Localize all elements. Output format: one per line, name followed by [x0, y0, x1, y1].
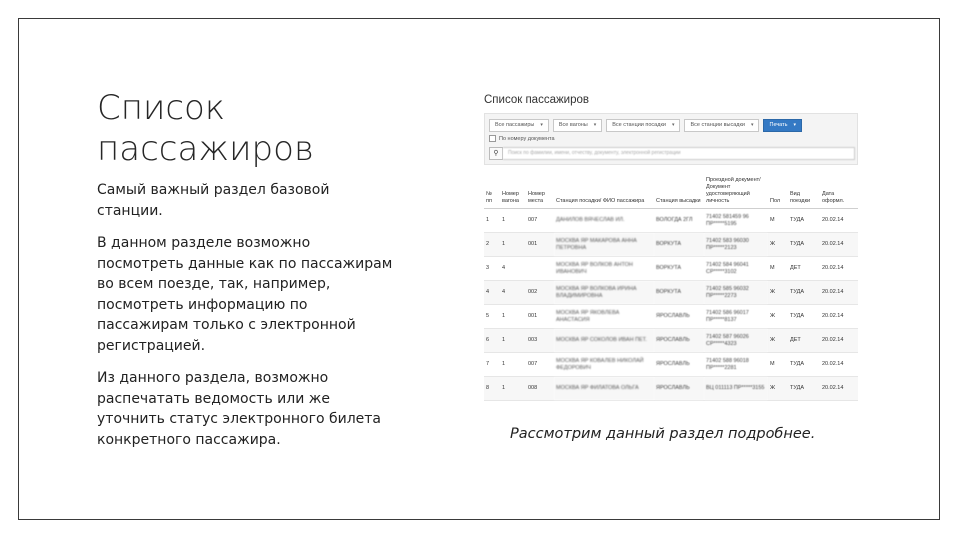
caret-down-icon: ▾	[750, 122, 754, 128]
table-cell: 4	[484, 281, 500, 305]
table-cell: МОСКВА ЯР КОВАЛЕВ НИКОЛАЙ ФЕДОРОВИЧ	[554, 353, 654, 377]
table-cell: 002	[526, 281, 554, 305]
filter-row	[489, 119, 802, 132]
table-cell: ТУДА	[788, 233, 820, 257]
slide-caption: Рассмотрим данный раздел подробнее.	[510, 426, 816, 442]
table-cell: 5	[484, 305, 500, 329]
column-header[interactable]: Вид поездки	[788, 176, 820, 209]
table-row[interactable]	[484, 257, 858, 281]
table-cell: ДАНИЛОВ ВЯЧЕСЛАВ ИЛ.	[554, 209, 654, 233]
table-cell: 001	[526, 233, 554, 257]
table-cell: ВОЛОГДА 2ГЛ	[654, 209, 704, 233]
table-cell: 71402 587 96026 СР*****4323	[704, 329, 768, 353]
table-cell: 20.02.14	[820, 233, 858, 257]
table-cell: Ж	[768, 305, 788, 329]
table-cell: 20.02.14	[820, 281, 858, 305]
table-header-row	[484, 176, 858, 209]
dropdown-label: Все станции посадки	[612, 122, 666, 128]
column-header[interactable]: Дата оформл.	[820, 176, 858, 209]
table-cell: 1	[500, 377, 526, 401]
table-cell: МОСКВА ЯР СОКОЛОВ ИВАН ПЕТ.	[554, 329, 654, 353]
paragraph: Из данного раздела, возможно распечатать ведомость или же уточнить статус электронного билета конкретного пассажира.	[97, 370, 381, 448]
column-header[interactable]: Номер вагона	[500, 176, 526, 209]
table-cell: 007	[526, 209, 554, 233]
column-header[interactable]: Номер места	[526, 176, 554, 209]
table-cell: ТУДА	[788, 281, 820, 305]
table-cell: Ж	[768, 329, 788, 353]
search-input[interactable]: Поиск по фамилии, имени, отчеству, документу, электронной регистрации	[503, 147, 855, 160]
table-cell: МОСКВА ЯР ВОЛКОВА ИРИНА ВЛАДИМИРОВНА	[554, 281, 654, 305]
table-cell: 1	[500, 329, 526, 353]
checkbox[interactable]	[489, 135, 496, 142]
document-number-checkbox-row[interactable]	[489, 135, 555, 142]
caret-down-icon: ▾	[540, 122, 543, 128]
column-header[interactable]: Пол	[768, 176, 788, 209]
filter-wagons-dropdown[interactable]	[553, 119, 602, 132]
table-cell: ВОРКУТА	[654, 257, 704, 281]
table-cell: М	[768, 257, 788, 281]
table-cell: МОСКВА ЯР ФИЛАТОВА ОЛЬГА	[554, 377, 654, 401]
table-cell: ТУДА	[788, 377, 820, 401]
caret-down-icon: ▾	[793, 122, 797, 128]
table-cell: МОСКВА ЯР ВОЛКОВ АНТОН ИВАНОВИЧ	[554, 257, 654, 281]
table-cell: М	[768, 353, 788, 377]
table-cell: 20.02.14	[820, 209, 858, 233]
column-header[interactable]: № пп	[484, 176, 500, 209]
column-header[interactable]: Станция высадки	[654, 176, 704, 209]
table-cell: 007	[526, 353, 554, 377]
dropdown-label: Все вагоны	[558, 122, 588, 128]
table-cell: 8	[484, 377, 500, 401]
table-cell: Ж	[768, 377, 788, 401]
table-cell: 7	[484, 353, 500, 377]
table-cell: ДЕТ	[788, 257, 820, 281]
table-cell: 1	[500, 305, 526, 329]
filter-boarding-station-dropdown[interactable]	[606, 119, 680, 132]
filter-exit-station-dropdown[interactable]	[684, 119, 759, 132]
table-cell: ТУДА	[788, 209, 820, 233]
table-cell: 20.02.14	[820, 377, 858, 401]
print-label: Печать	[769, 122, 788, 128]
table-cell: МОСКВА ЯР ЯКОВЛЕВА АНАСТАСИЯ	[554, 305, 654, 329]
paragraph: Самый важный раздел базовой станции.	[97, 182, 330, 219]
table-cell: ЯРОСЛАВЛЬ	[654, 353, 704, 377]
table-cell: 1	[500, 353, 526, 377]
slide-title: Список пассажиров	[97, 88, 314, 169]
table-cell: 71402 583 96030 ПР*****2123	[704, 233, 768, 257]
table-cell: 008	[526, 377, 554, 401]
table-row[interactable]	[484, 305, 858, 329]
table-cell: ЯРОСЛАВЛЬ	[654, 377, 704, 401]
caret-down-icon: ▾	[671, 122, 675, 128]
table-row[interactable]	[484, 233, 858, 257]
search-bar	[489, 147, 855, 160]
table-cell: 71402 581459 96 ПР*****5195	[704, 209, 768, 233]
table-cell: 71402 588 96018 ПР*****2281	[704, 353, 768, 377]
table-row[interactable]	[484, 353, 858, 377]
table-cell: ТУДА	[788, 305, 820, 329]
table-cell: 4	[500, 281, 526, 305]
table-row[interactable]	[484, 281, 858, 305]
table-cell: 6	[484, 329, 500, 353]
table-cell: 4	[500, 257, 526, 281]
column-header[interactable]: Проездной документ/ Документ удостоверяющий личность	[704, 176, 768, 209]
table-cell: 71402 585 96032 ПР*****2273	[704, 281, 768, 305]
table-cell: 20.02.14	[820, 329, 858, 353]
table-row[interactable]	[484, 209, 858, 233]
slide-body	[97, 180, 397, 462]
checkbox-label: По номеру документа	[499, 135, 555, 142]
table-cell	[526, 257, 554, 281]
table-cell: ДЕТ	[788, 329, 820, 353]
table-cell: ЯРОСЛАВЛЬ	[654, 305, 704, 329]
table-row[interactable]	[484, 329, 858, 353]
table-row[interactable]	[484, 377, 858, 401]
table-cell: ЯРОСЛАВЛЬ	[654, 329, 704, 353]
table-cell: 20.02.14	[820, 353, 858, 377]
print-button[interactable]	[763, 119, 802, 132]
table-cell: 2	[484, 233, 500, 257]
filter-passengers-dropdown[interactable]	[489, 119, 549, 132]
table-cell: ТУДА	[788, 353, 820, 377]
table-cell: 3	[484, 257, 500, 281]
table-cell: МОСКВА ЯР МАКАРОВА АННА ПЕТРОВНА	[554, 233, 654, 257]
table-cell: 1	[500, 233, 526, 257]
table-cell: Ж	[768, 281, 788, 305]
table-cell: М	[768, 209, 788, 233]
table-cell: ВЦ 011113 ПР*****3155	[704, 377, 768, 401]
passenger-list-screenshot	[480, 90, 862, 402]
filter-panel	[484, 113, 858, 165]
table-cell: Ж	[768, 233, 788, 257]
table-cell: 20.02.14	[820, 257, 858, 281]
paragraph: В данном разделе возможно посмотреть данные как по пассажирам во всем поезде, так, например, посмотреть информацию по пассажирам только с электронной регистрацией.	[97, 235, 393, 354]
dropdown-label: Все станции высадки	[690, 122, 745, 128]
table-cell: 71402 584 96041 СР*****3102	[704, 257, 768, 281]
table-cell: ВОРКУТА	[654, 281, 704, 305]
table-cell: 71402 586 96017 ПР*****8137	[704, 305, 768, 329]
table-cell: 20.02.14	[820, 305, 858, 329]
table-cell: ВОРКУТА	[654, 233, 704, 257]
table-cell: 1	[484, 209, 500, 233]
caret-down-icon: ▾	[593, 122, 597, 128]
passenger-table	[484, 176, 858, 401]
table-cell: 003	[526, 329, 554, 353]
table-cell: 1	[500, 209, 526, 233]
table-cell: 001	[526, 305, 554, 329]
dropdown-label: Все пассажиры	[495, 122, 535, 128]
search-icon[interactable]: ⚲	[489, 147, 503, 160]
screenshot-title: Список пассажиров	[484, 94, 589, 106]
column-header[interactable]: Станция посадки/ ФИО пассажира	[554, 176, 654, 209]
